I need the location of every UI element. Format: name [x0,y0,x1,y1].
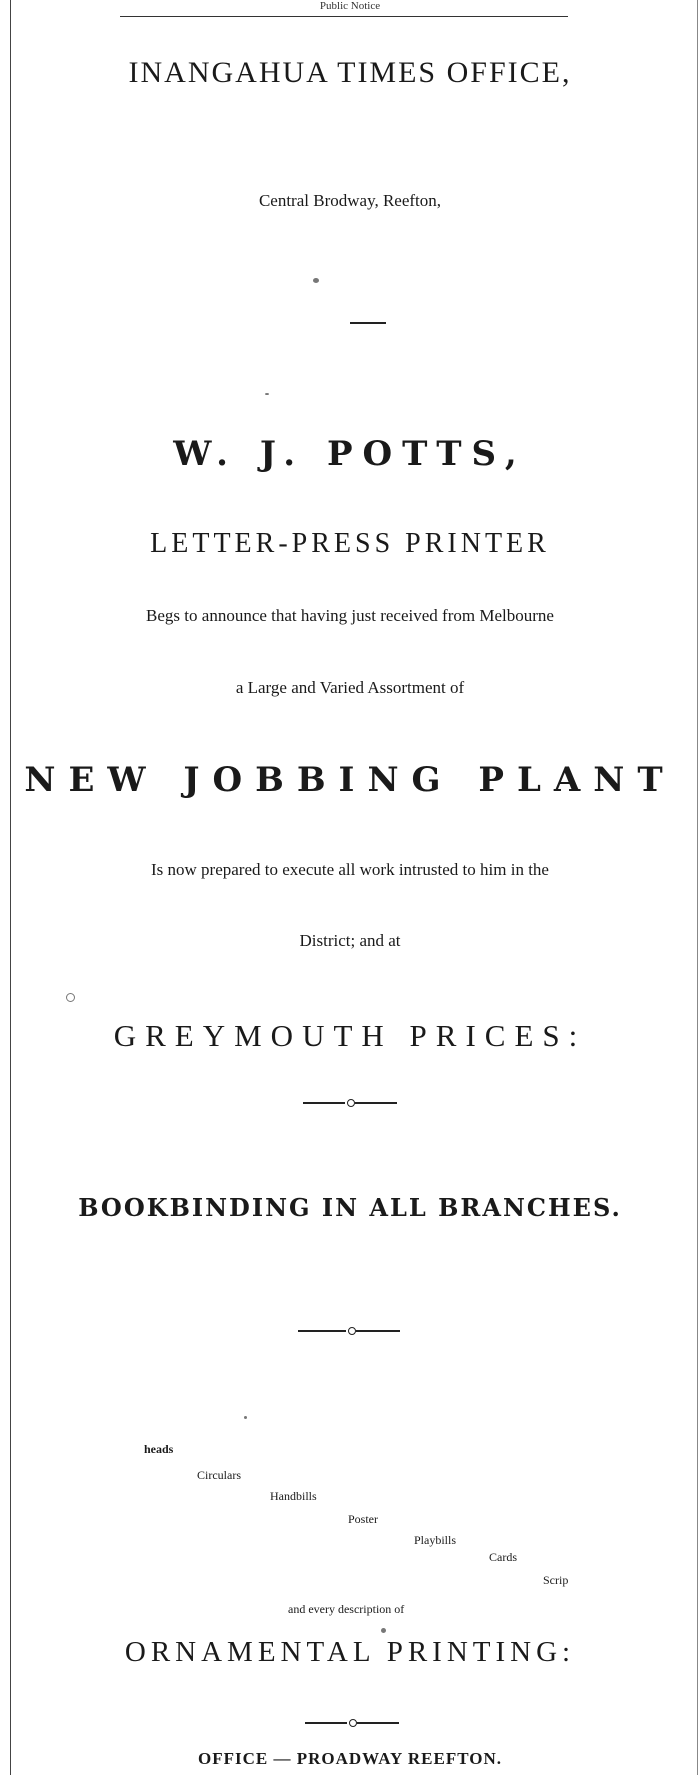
office-footer: OFFICE — PROADWAY REEFTON. [197,1749,502,1768]
print-speck [381,1628,386,1633]
prepared-line-2: District; and at [299,931,401,950]
jobbing-plant-heading: NEW JOBBING PLANT [24,760,676,800]
announcement-line-2: a Large and Varied Assortment of [235,678,465,697]
greymouth-prices-heading: GREYMOUTH PRICES: [113,1018,587,1053]
list-item: Cards [489,1550,517,1564]
ornament-divider [305,1716,399,1730]
print-speck [265,393,269,395]
ornament-divider [303,1096,397,1110]
office-address: Central Brodway, Reefton, [258,191,442,210]
list-item: Playbills [414,1533,457,1547]
list-item: Handbills [270,1489,317,1503]
print-speck [244,1416,247,1419]
bookbinding-heading: BOOKBINDING IN ALL BRANCHES. [78,1193,622,1222]
list-item: Poster [348,1512,378,1526]
print-speck [313,278,319,283]
list-item: and every description of [288,1602,405,1616]
list-item: Circulars [197,1468,241,1482]
right-column-rule [697,0,698,1775]
section-label: Public Notice [319,0,381,12]
announcement-line-1: Begs to announce that having just received from Melbourne [146,606,554,625]
ornament-divider [298,1324,400,1338]
left-column-rule [10,0,11,1775]
header-rule [120,16,568,17]
print-speck [66,993,75,1002]
printer-trade: LETTER-PRESS PRINTER [150,528,550,559]
list-item: heads [144,1442,174,1456]
office-name: INANGAHUA TIMES OFFICE, [128,56,572,89]
list-item: Scrip [543,1573,569,1587]
printer-name: W. J. POTTS, [173,434,527,474]
short-dash-divider [350,322,386,324]
prepared-line-1: Is now prepared to execute all work intrusted to him in the [151,860,549,879]
ornamental-printing-heading: ORNAMENTAL PRINTING: [124,1636,576,1668]
